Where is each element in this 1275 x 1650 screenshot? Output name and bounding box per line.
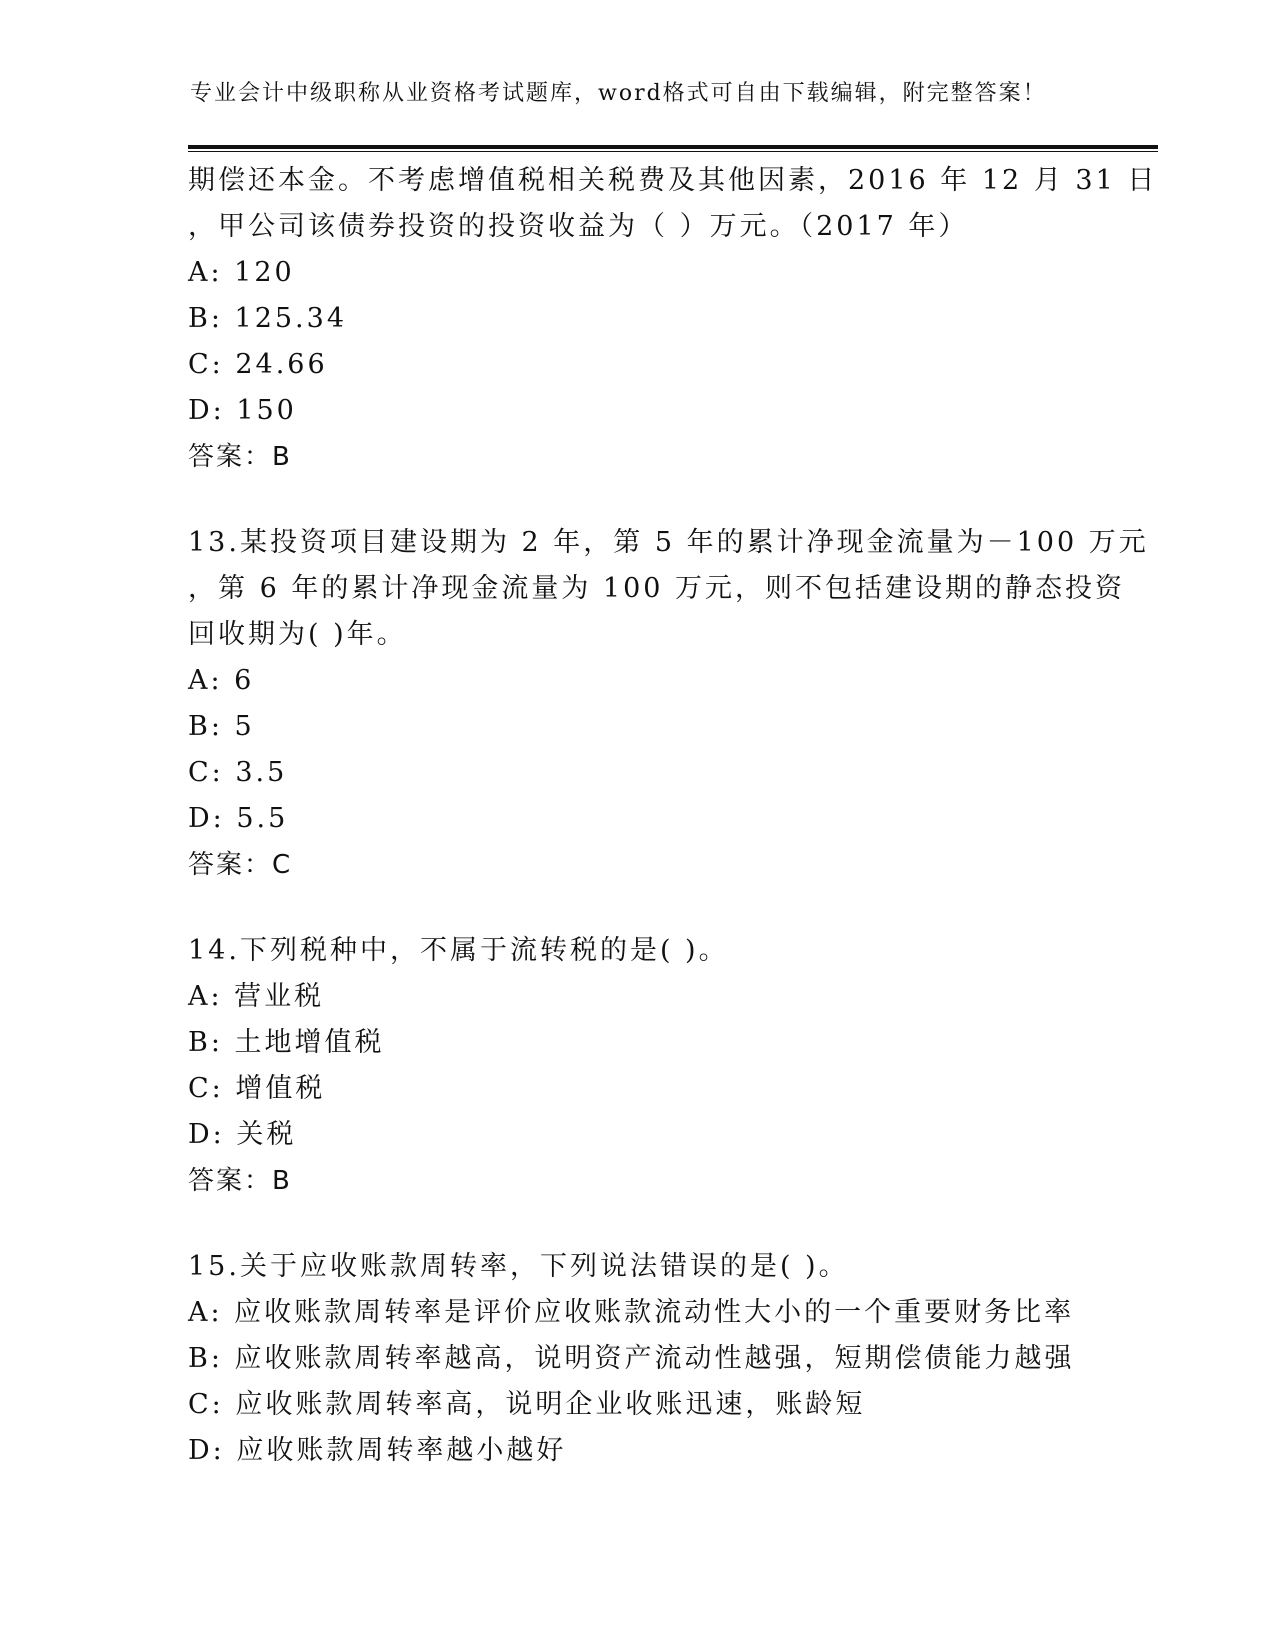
question-15-option-a: A: 应收账款周转率是评价应收账款流动性大小的一个重要财务比率 [188, 1297, 1075, 1328]
question-14-option-c: C: 增值税 [188, 1073, 326, 1104]
question-13 [188, 520, 1148, 888]
question-14-answer: 答案：B [188, 1166, 292, 1196]
question-14 [188, 928, 1148, 1204]
question-15-option-b: B: 应收账款周转率越高，说明资产流动性越强，短期偿债能力越强 [188, 1343, 1075, 1374]
question-13-option-b: B: 5 [188, 711, 255, 742]
question-13-answer: 答案：C [188, 850, 293, 880]
question-15 [188, 1244, 1148, 1474]
question-14-option-a: A: 营业税 [188, 981, 325, 1012]
question-13-option-a: A: 6 [188, 665, 255, 696]
question-12-option-a: A: 120 [188, 257, 295, 288]
question-14-line: 14.下列税种中，不属于流转税的是( )。 [188, 935, 729, 966]
question-13-option-c: C: 3.5 [188, 757, 288, 788]
question-13-line: ，第 6 年的累计净现金流量为 100 万元，则不包括建设期的静态投资 [188, 573, 1126, 604]
question-14-option-b: B: 土地增值税 [188, 1027, 385, 1058]
question-12 [188, 158, 1158, 480]
question-content [188, 158, 1158, 1474]
header-rule-thin [188, 151, 1158, 152]
question-13-line: 回收期为( )年。 [188, 619, 407, 650]
question-14-option-d: D: 关税 [188, 1119, 297, 1150]
question-12-option-d: D: 150 [188, 395, 297, 426]
question-15-option-c: C: 应收账款周转率高，说明企业收账迅速，账龄短 [188, 1389, 866, 1420]
question-12-option-b: B: 125.34 [188, 303, 347, 334]
page-header: 专业会计中级职称从业资格考试题库，word格式可自由下载编辑，附完整答案！ [190, 81, 1047, 106]
question-13-line: 13.某投资项目建设期为 2 年，第 5 年的累计净现金流量为－100 万元 [188, 527, 1149, 558]
question-12-line: ，甲公司该债券投资的投资收益为（ ）万元。（2017 年） [188, 211, 969, 242]
question-13-option-d: D: 5.5 [188, 803, 289, 834]
question-15-line: 15.关于应收账款周转率，下列说法错误的是( )。 [188, 1251, 849, 1282]
header-rule-thick [188, 145, 1158, 149]
question-15-option-d: D: 应收账款周转率越小越好 [188, 1435, 567, 1466]
question-12-line: 期偿还本金。不考虑增值税相关税费及其他因素，2016 年 12 月 31 日 [188, 165, 1158, 196]
question-12-answer: 答案：B [188, 442, 292, 472]
question-12-option-c: C: 24.66 [188, 349, 328, 380]
